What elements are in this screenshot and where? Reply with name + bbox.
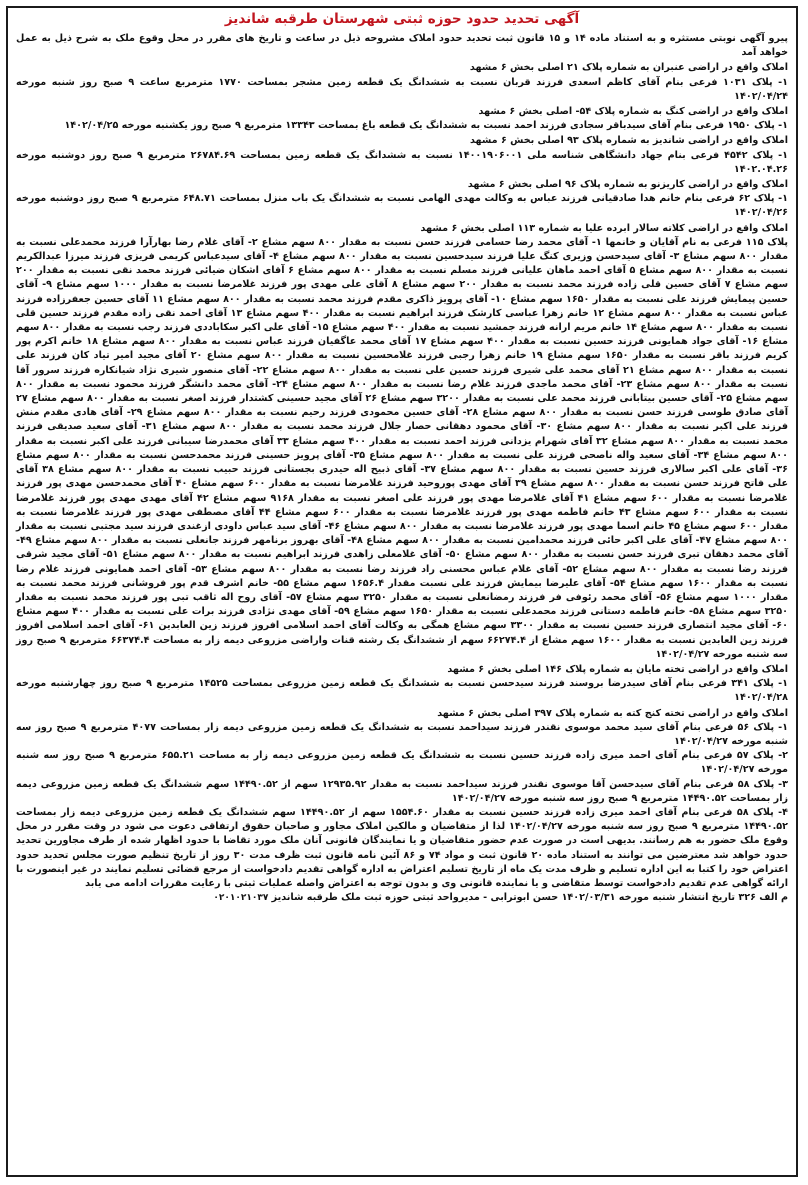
section-kalateh-salar bbox=[16, 222, 788, 662]
notice-footer bbox=[8, 891, 796, 905]
plot-item: ۴- پلاک ۵۸ فرعی بنام آقای احمد میری زاده فرزند حسین نسبت به مقدار ۱۵۵۴.۶۰ سهم از ۱۴۴۹۰.۵۲ سهم ششدانگ یک قطعه زمین مزروعی دیمه زار بمساحت ۱۴۴۹۰.۵۲ مترمربع ۹ صبح روز سه شنبه مورخه ۱۴۰۲/۰۴/۲۷ لذا از متقاضیان و مالکین املاک مجاور و صاحبان حقوق ارتفاقی دعوت می شود در وقت مقرر در محل وقوع ملک حضور به هم رسانند. بدیهی است در صورت عدم حضور متقاضیان و یا نمایندگان قانونی آنان ملک مورد تقاضا با حدود اظهار شده از طرف مجاورین تحدید حدود خواهد شد معترضین می توانند به استناد ماده ۲۰ قانون ثبت و مواد ۷۴ و ۸۶ آئین نامه قانون ثبت ظرف مدت ۳۰ روز از تاریخ تنظیم صورت مجلس تحدید حدود اعتراض خود را کتبا به این اداره تسلیم و ظرف مدت یک ماه از تاریخ تسلیم اعتراض به اداره گواهی تقدیم دادخواست از مرجع قضائی تسلیم نمایند در غیر اینصورت با ارائه گواهی عدم تقدیم دادخواست توسط متقاضی و یا نماینده قانونی وی و بدون توجه به اعتراض واصله عملیات ثبتی با رعایت مقررات ادامه می یابد bbox=[16, 806, 788, 889]
signature: حسن ابوترابی - مدیرواحد ثبتی حوزه ثبت ملک طرقبه شاندیز bbox=[271, 892, 559, 904]
tracking-code: ۰۲۰۱۰۲۱۰۳۷ bbox=[213, 893, 269, 904]
plot-item: ۱- پلاک ۶۲ فرعی بنام خانم هدا صادقیانی فرزند عباس به وکالت مهدی الهامی نسبت به ششدانگ یک باب منزل بمساحت ۶۴۸.۷۱ مترمربع ۹ صبح روز دوشنبه مورخه ۱۴۰۲/۰۴/۲۶ bbox=[16, 193, 788, 219]
section-heading: املاک واقع در اراضی کاریزنو به شماره پلاک ۹۶ اصلی بخش ۶ مشهد bbox=[467, 179, 788, 191]
section-shandiz bbox=[16, 134, 788, 177]
plot-item: ۱- پلاک ۴۵۴۲ فرعی بنام جهاد دانشگاهی شناسه ملی ۱۴۰۰۱۹۰۶۰۰۱ نسبت به ششدانگ یک قطعه زمین بمساحت ۲۶۷۸۴.۶۹ مترمربع ۹ صبح روز دوشنبه مورخه ۱۴۰۲.۰۴.۲۶ bbox=[16, 149, 788, 175]
section-heading: املاک واقع در اراضی عنبران به شماره پلاک ۲۱ اصلی بخش ۶ مشهد bbox=[469, 62, 788, 74]
plot-item: ۱- پلاک ۳۴۱ فرعی بنام آقای سیدرضا بروسند فرزند سیدحسن نسبت به ششدانگ یک قطعه زمین مزروعی بمساحت ۱۴۵۲۵ مترمربع ۹ صبح روز چهارشنبه مورخه ۱۴۰۲/۰۴/۲۸ bbox=[16, 678, 789, 704]
section-heading: املاک واقع در اراضی کلاته سالار ابرده علیا به شماره ۱۱۳ اصلی بخش ۶ مشهد bbox=[420, 222, 788, 234]
section-heading: املاک واقع در اراضی کنگ به شماره پلاک ۵۴- اصلی بخش ۶ مشهد bbox=[478, 106, 788, 118]
intro-paragraph: پیرو آگهی نوبتی مستثره و به استناد ماده ۱۴ و ۱۵ قانون ثبت تحدید حدود املاک مشروحه ذیل در ساعت و تاریخ های مقرر در محل وقوع ملک به شرح ذیل به عمل خواهد آمد bbox=[16, 33, 788, 59]
plot-item: ۳- پلاک ۵۸ فرعی بنام آقای سیدحسن آقا موسوی نقندر فرزند سیداحمد نسبت به مقدار ۱۲۹۳۵.۹۲ سهم از ۱۴۴۹۰.۵۲ سهم ششدانگ یک قطعه زمین مزروعی دیمه زار بمساحت ۱۴۴۹۰.۵۲ مترمربع ۹ صبح روز سه شنبه مورخه ۱۴۰۲/۰۴/۲۷ bbox=[16, 778, 788, 804]
reference-number: م الف ۳۲۶ bbox=[738, 892, 788, 904]
section-takhteh-mayan bbox=[16, 663, 788, 706]
section-heading: املاک واقع در اراضی شاندیز به شماره پلاک ۹۳ اصلی بخش ۶ مشهد bbox=[470, 135, 788, 147]
section-heading: املاک واقع در اراضی تخته کنج کته به شماره پلاک ۳۹۷ اصلی بخش ۶ مشهد bbox=[437, 707, 788, 719]
plot-item: پلاک ۱۱۵ فرعی به نام آقایان و خانمها ۱- آقای محمد رضا حسامی فرزند حسن نسبت به مقدار ۸۰۰ سهم مشاع ۲- آقای غلام رضا بهارآرا فرزند محمدعلی نسبت به مقدار ۸۰۰ سهم مشاع ۳- آقای سیدحسن وزیری کنگ علیا فرزند سیدحسین نسبت به مقدار ۸۰۰ سهم مشاع ۴- آقای سیدعباس کریمی فریزی فرزند میرزا عبدالکریم نسبت به مقدار ۸۰۰ سهم مشاع ۵ آقای احمد ماهان علیانی فرزند مسلم نسبت به مقدار ۸۰۰ سهم مشاع ۶ آقای اشکان ضیائی فرزند محمد نقی نسبت به مقدار ۲۰۰ سهم مشاع ۷ آقای حسین قلی زاده فرزند محمد نسبت به مقدار ۲۰۰ سهم مشاع ۸ آقای علی مهدی پور فرزند غلامرضا نسبت به مقدار ۱۰۰۰ سهم مشاع ۹- آقای حسین پیمایش فرزند علی نسبت به مقدار ۱۶۵۰ سهم مشاع ۱۰- آقای پرویز ذاکری مقدم فرزند محمد نسبت به مقدار ۸۰۰ سهم مشاع ۱۱ آقای حسین جعفرزاده فرزند عباس نسبت به مقدار ۸۰۰ سهم مشاع ۱۲ خانم زهرا عباسی کارشک فرزند ابراهیم نسبت به مقدار ۴۰۰ سهم مشاع ۱۳ آقای احمد نقی زاده مقدم فرزند حسین قلی نسبت به مقدار ۸۰۰ سهم مشاع ۱۴ خانم مریم ارانه فرزند جمشید نسبت به مقدار ۴۰۰ سهم مشاع ۱۵- آقای علی اکبر سکاباددی فرزند رجب نسبت به مقدار ۸۰۰ سهم مشاع ۱۶- آقای جواد همایونی فرزند حسین نسبت به مقدار ۴۰۰ سهم مشاع ۱۷ آقای محمد عاگفیان فرزند عباس نسبت به مقدار ۸۰۰ سهم مشاع ۱۸ خانم اکرم پور کریم فرزند باقر نسبت به مقدار ۱۶۵۰ سهم مشاع ۱۹ خانم زهرا رجبی فرزند غلامحسین نسبت به مقدار ۸۰۰ سهم مشاع ۲۰ آقای مجید امیر تیاد کان فرزند علی نسبت به مقدار ۸۰۰ سهم مشاع ۲۱ آقای محمد علی شیری فرزند حسین علی نسبت به مقدار ۸۰۰ سهم مشاع ۲۲- آقای منصور شیری نژاد شیانکاره فرزند سرور آقا نسبت به مقدار ۸۰۰ سهم مشاع ۲۳- آقای محمد ماجدی فرزند غلام رضا نسبت به مقدار ۸۰۰ سهم مشاع ۲۴- آقای محمد دانشگر فرزند محمود نسبت به مقدار ۸۰۰ سهم مشاع ۲۵- آقای حسین بیتابانی فرزند محمد علی نسبت به مقدار ۳۲۰۰ سهم مشاع ۲۶ آقای مجید حسینی کشتدار فرزند اصغر نسبت به مقدار ۸۰۰ سهم مشاع ۲۷ آقای صادق طوسی فرزند حسن نسبت به مقدار ۸۰۰ سهم مشاع ۲۸- آقای حسین محمودی فرزند رحیم نسبت به مقدار ۸۰۰ سهم مشاع ۲۹- آقای هادی مقدم منش فرزند علی اکبر نسبت به مقدار ۸۰۰ سهم مشاع ۳۰- آقای محمود دهقانی حصار جلال فرزند محمد نسبت به مقدار ۸۰۰ سهم مشاع ۳۱- آقای سعید صدیقی فرزند محمد نسبت به مقدار ۸۰۰ سهم مشاع ۳۲ آقای شهرام یزدانی فرزند احمد نسبت به مقدار ۴۰۰ سهم مشاع ۳۳ آقای محمدرضا سیبانی فرزند علی اکبر نسبت به مقدار ۸۰۰ سهم مشاع ۳۴- آقای سعید واله ناصحی فرزند علی نسبت به مقدار ۸۰۰ سهم مشاع ۳۵- آقای پرویز حسینی فرزند محمدحسن نسبت به مقدار ۸۰۰ سهم مشاع ۳۶- آقای علی اکبر سالاری فرزند حسین نسبت به مقدار ۸۰۰ سهم مشاع ۳۷- آقای ذبیح اله حیدری بجستانی فرزند حبیب نسبت به مقدار ۸۰۰ سهم مشاع ۳۸ آقای علی فاتح فرزند حسن نسبت به مقدار ۸۰۰ سهم مشاع ۳۹ آقای مهدی پوروحید فرزند غلامرضا نسبت به مقدار ۶۰۰ سهم مشاع ۴۰ آقای محمدحسن مهدی پور فرزند غلامرضا نسبت به مقدار ۶۰۰ سهم مشاع ۴۱ آقای غلامرضا مهدی پور فرزند علی اصغر نسبت به مقدار ۹۱۶۸ سهم مشاع ۴۲ آقای مهدی مهدی پور فرزند غلامرضا نسبت به مقدار ۶۰۰ سهم مشاع ۴۳ خانم فاطمه مهدی پور فرزند غلامرضا نسبت به مقدار ۶۰۰ سهم مشاع ۴۴ آقای مصطفی مهدی پور فرزند غلامرضا نسبت به مقدار ۶۰۰ سهم مشاع ۴۵ خانم اسما مهدی پور فرزند غلامرضا نسبت به مقدار ۸۰۰ سهم مشاع ۴۶- آقای سید عباس داودی ازغندی فرزند سید مجتبی نسبت به مقدار ۸۰۰ سهم مشاع ۴۷- آقای علی اکبر حائی فرزند محمدامین نسبت به مقدار ۸۰۰ سهم مشاع ۴۸- آقای بهروز برنامهر فرزند جانعلی نسبت به مقدار ۸۰۰ سهم مشاع ۴۹- آقای محمد دهقان تبری فرزند حسن نسبت به مقدار ۸۰۰ سهم مشاع ۵۰- آقای غلامعلی زاهدی فرزند ابراهیم نسبت به مقدار ۸۰۰ سهم مشاع ۵۱- آقای مجید شرقی فرزند رضا نسبت به مقدار ۸۰۰ سهم مشاع ۵۲- آقای غلام عباس محسنی راد فرزند رضا نسبت به مقدار ۸۰۰ سهم مشاع ۵۳- آقای احمد همایونی فرزند غلام رضا نسبت به مقدار ۱۶۰۰ سهم مشاع ۵۴- آقای علیرضا بیمایش فرزند علی نسبت مقدار ۱۶۵۶.۴ سهم مشاع ۵۵- خانم اشرف قدم پور فروشانی فرزند محمد نسبت به مقدار ۱۰۰۰ سهم مشاع ۵۶- آقای محمد رئوفی فر فرزند رمضانعلی نسبت به مقدار ۳۲۵۰ سهم مشاع ۵۷- آقای روح اله ثاقب تبی پور فرزند محمد نسبت به مقدار ۳۲۵۰ سهم مشاع ۵۸- خانم فاطمه دستانی فرزند محمدعلی نسبت به مقدار ۱۶۵۰ سهم مشاع ۵۹- آقای مهدی نژادی فرزند برات علی نسبت به مقدار ۴۰۰ سهم مشاع ۶۰- آقای مجید انتصاری فرزند حسین نسبت به مقدار ۳۳۰۰ سهم مشاع همگی به وکالت آقای احمد اسلامی افروز فرزند زین العابدین ۶۱- آقای احمد اسلامی افروز فرزند زین العابدین نسبت به مقدار ۱۶۰۰ سهم مشاع از ۶۶۲۷۴.۴ سهم از ششدانگ یک رشته قنات واراضی مزروعی دیمه زار به مساحت ۶۶۳۷۴.۴ مترمربع ۹ صبح روز سه شنبه مورخه ۱۴۰۲/۰۴/۲۷ bbox=[16, 236, 789, 660]
section-karizno bbox=[16, 178, 788, 221]
plot-item: ۱- پلاک ۱۰۳۱ فرعی بنام آقای کاظم اسعدی فرزند قربان نسبت به ششدانگ یک قطعه زمین مشجر بمساحت ۱۷۷۰ مترمربع ساعت ۹ صبح روز شنبه مورخه ۱۴۰۲/۰۴/۲۴ bbox=[16, 76, 788, 102]
plot-item: ۱- پلاک ۵۶ فرعی بنام آقای سید محمد موسوی نقندر فرزند سیداحمد نسبت به ششدانگ یک قطعه زمین مزروعی دیمه زار بمساحت ۴۰۷۷ مترمربع ۹ صبح روز سه شنبه مورخه ۱۴۰۲/۰۴/۲۷ bbox=[16, 721, 788, 747]
notice-body bbox=[8, 32, 796, 891]
section-takhteh-kanj bbox=[16, 707, 788, 892]
plot-item: ۲- پلاک ۵۷ فرعی بنام آقای احمد میری زاده فرزند حسین نسبت به ششدانگ یک قطعه زمین مزروعی دیمه زار به مساحت ۶۵۵.۲۱ مترمربع ۹ صبح روز سه شنبه مورخه ۱۴۰۲/۰۴/۲۷ bbox=[16, 750, 789, 776]
section-anbaran bbox=[16, 61, 788, 104]
plot-item: ۱- پلاک ۱۹۵۰ فرعی بنام آقای سیدباقر سجادی فرزند احمد نسبت به ششدانگ یک قطعه باغ بمساحت ۱۳۳۴۳ مترمربع ۹ صبح روز یکشنبه مورخه ۱۴۰۲/۰۴/۲۵ bbox=[64, 120, 788, 132]
section-kang bbox=[16, 105, 788, 133]
notice-frame bbox=[6, 6, 798, 1177]
notice-title: آگهی تحدید حدود حوزه ثبتی شهرستان طرقبه شاندیز bbox=[224, 11, 580, 27]
section-heading: املاک واقع در اراضی تخته مایان به شماره پلاک ۱۴۶ اصلی بخش ۶ مشهد bbox=[447, 663, 788, 675]
publication-date: تاریخ انتشار شنبه مورخه ۱۴۰۲/۰۳/۳۱ bbox=[561, 892, 736, 904]
